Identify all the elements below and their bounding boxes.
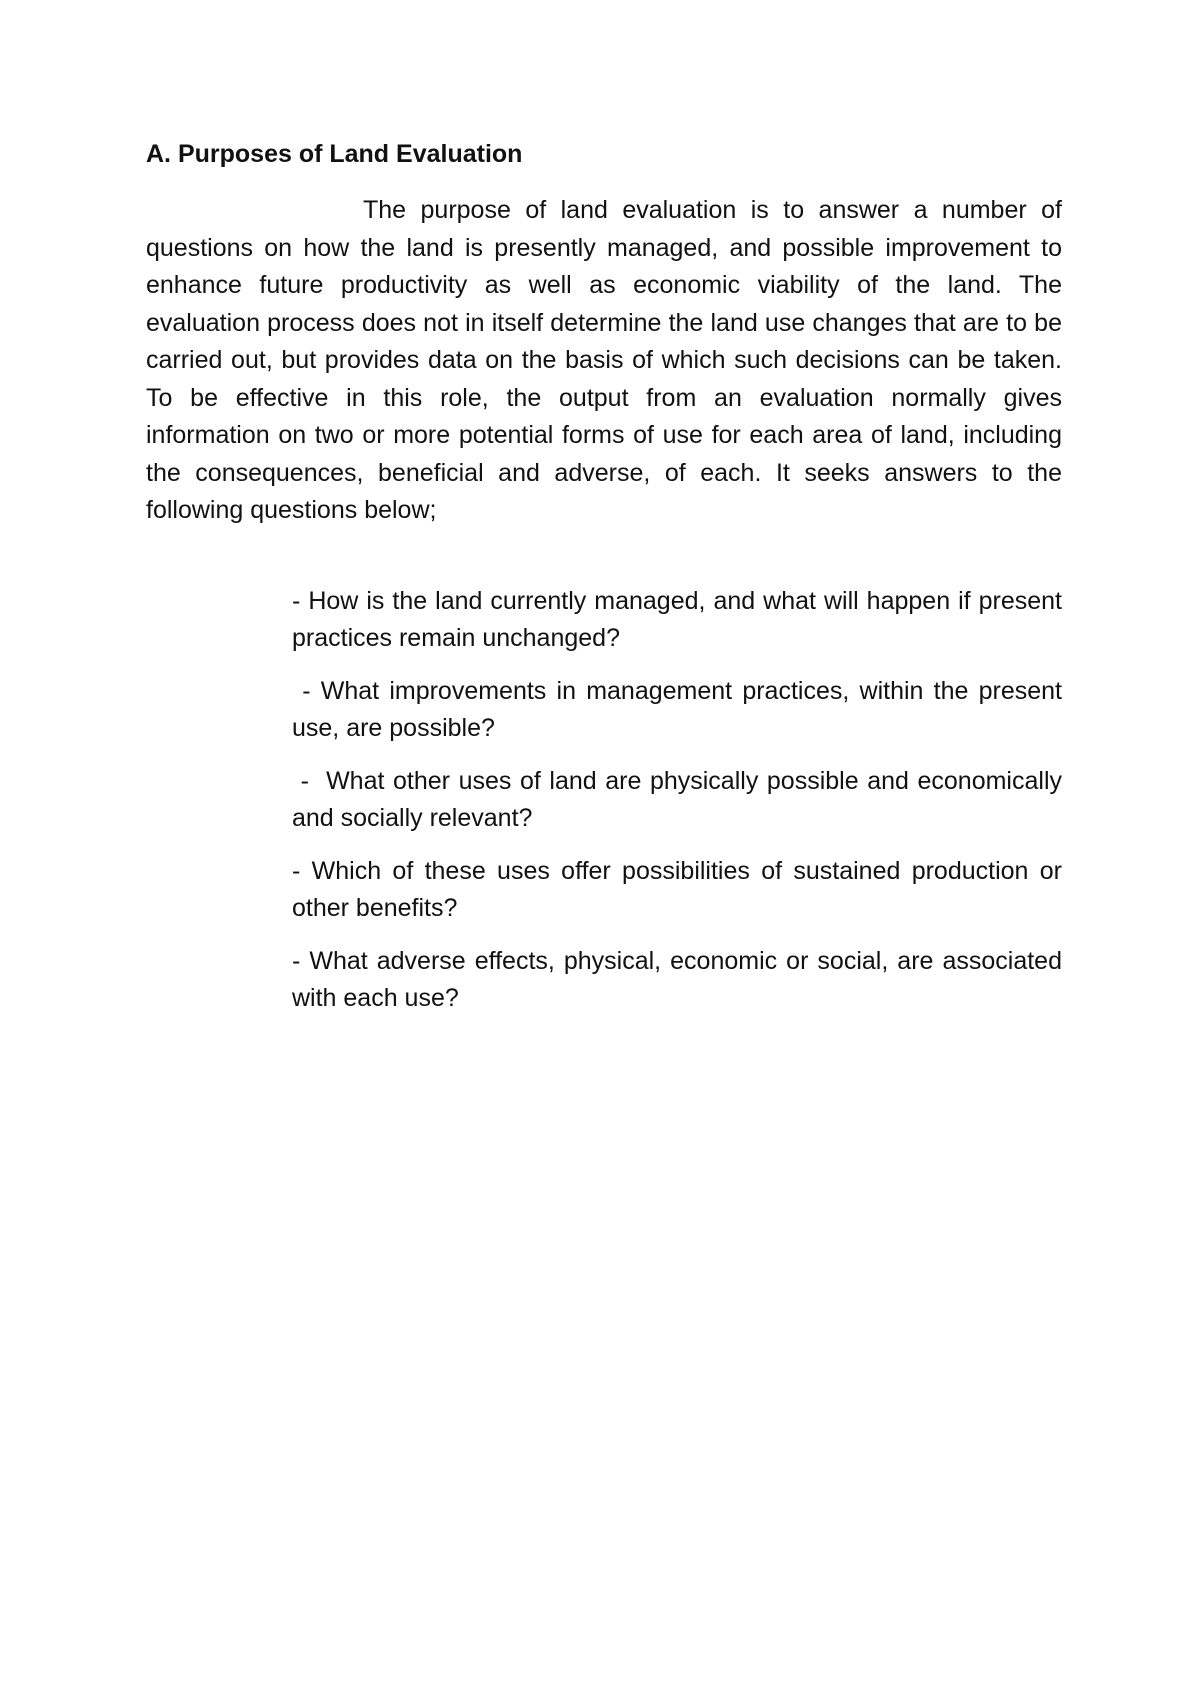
question-item: - What adverse effects, physical, economic or social, are associated with each use? bbox=[292, 947, 1069, 1012]
question-item: - How is the land currently managed, and what will happen if present practices remain unchanged? bbox=[292, 587, 1069, 652]
question-item: - What other uses of land are physically possible and economically and socially relevant? bbox=[292, 767, 1069, 832]
question-list bbox=[292, 583, 1069, 1033]
intro-paragraph: The purpose of land evaluation is to answer a number of questions on how the land is presently managed, and possible improvement to enhance future productivity as well as economic viability of the land. The evaluation process does not in itself determine the land use changes that are to be carried out, but provides data on the basis of which such decisions can be taken. To be effective in this role, the output from an evaluation normally gives information on two or more potential forms of use for each area of land, including the consequences, beneficial and adverse, of each. It seeks answers to the following questions below; bbox=[146, 196, 1062, 524]
section-heading: A. Purposes of Land Evaluation bbox=[146, 140, 523, 168]
question-item: - Which of these uses offer possibilities of sustained production or other benefits? bbox=[292, 857, 1069, 922]
question-item: - What improvements in management practices, within the present use, are possible? bbox=[292, 677, 1069, 742]
